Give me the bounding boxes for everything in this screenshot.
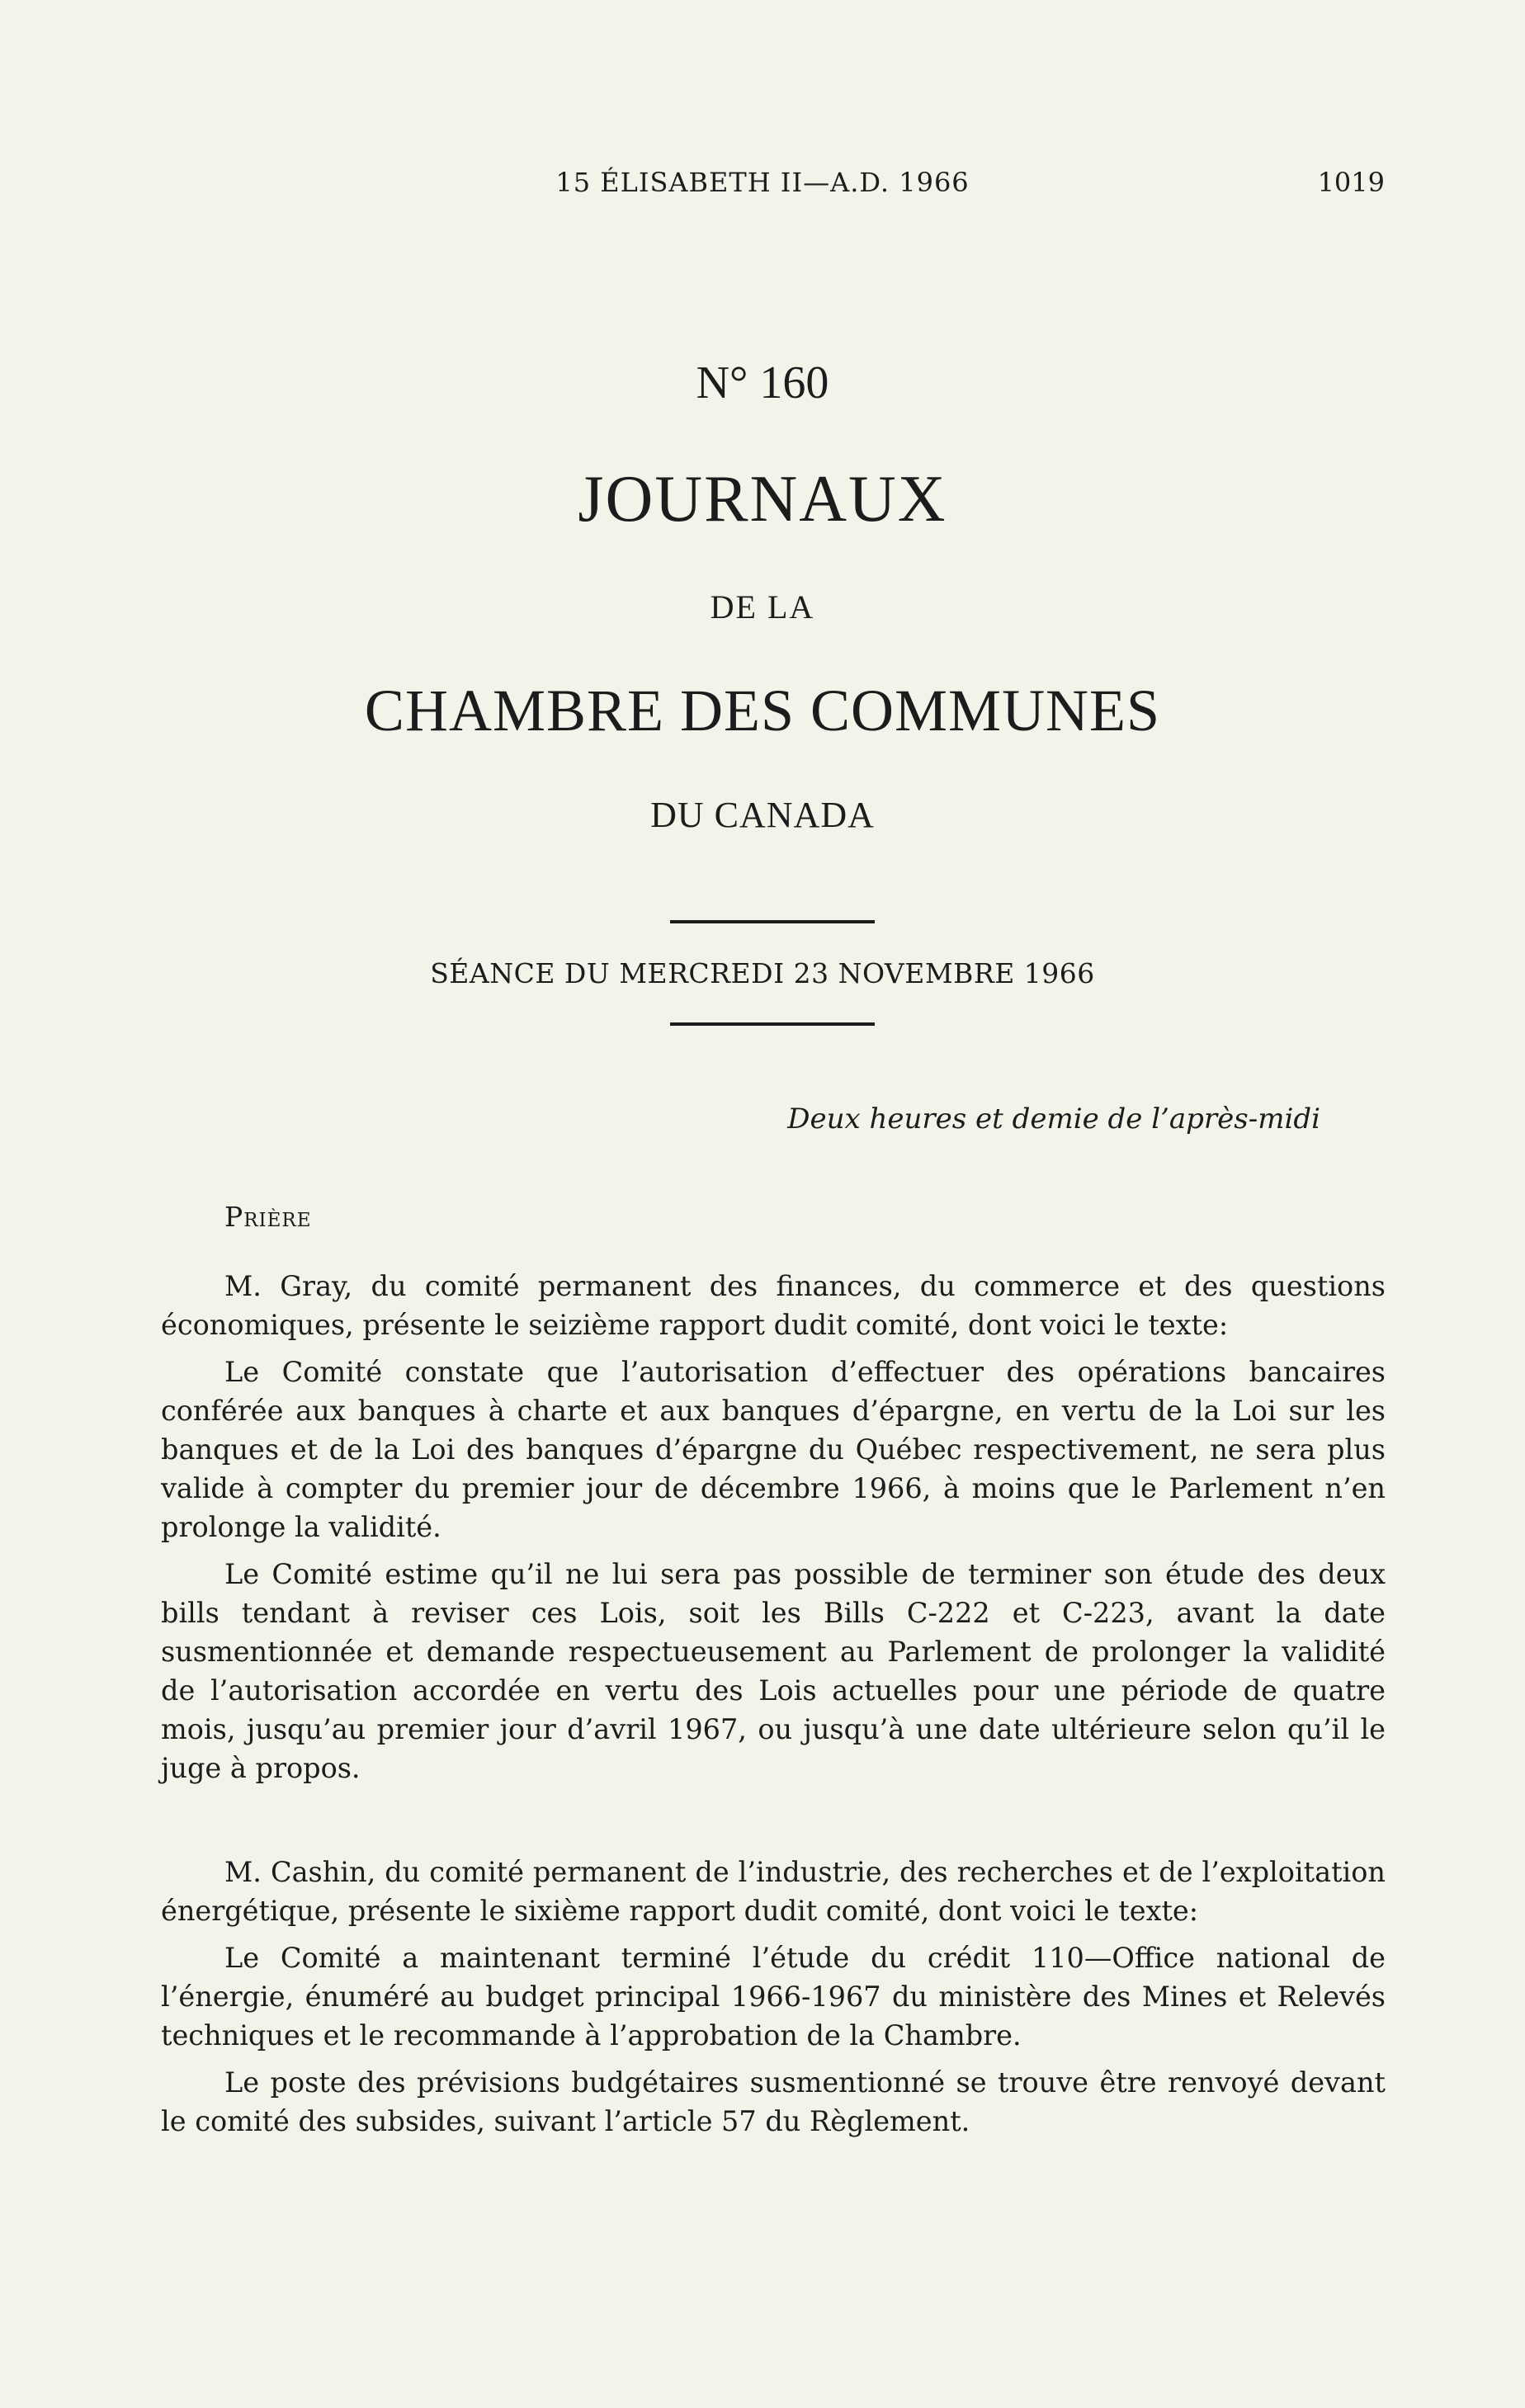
divider-bottom — [670, 1022, 875, 1026]
paragraph: M. Cashin, du comité permanent de l’industrie, des recherches et de l’exploitation énergétique, présente le sixième rapport dudit comité, dont voici le texte: — [161, 1856, 1386, 1927]
session-date: SÉANCE DU MERCREDI 23 NOVEMBRE 1966 — [430, 957, 1095, 989]
issue-number: N° 160 — [696, 357, 829, 408]
paragraph: Le Comité a maintenant terminé l’étude du crédit 110—Office national de l’énergie, énuméré au budget principal 1966-1967 du ministère des Mines et Relevés techniques et le recommande à l’approbation de la Chambre. — [161, 1942, 1386, 2052]
running-title: 15 ÉLISABETH II—A.D. 1966 — [555, 167, 970, 198]
page-number: 1019 — [1317, 167, 1385, 198]
country-title: DU CANADA — [650, 795, 875, 835]
section-heading-priere: Prière — [224, 1201, 312, 1233]
report-gray — [161, 1267, 1386, 1796]
paragraph: Le poste des prévisions budgétaires susmentionné se trouve être renvoyé devant le comité des subsides, suivant l’article 57 du Règlement. — [161, 2066, 1386, 2137]
paragraph: Le Comité estime qu’il ne lui sera pas possible de terminer son étude des deux bills tendant à reviser ces Lois, soit les Bills C-222 et C-223, avant la date susmentionnée et demande respectueusement au Parlement de prolonger la validité de l’autorisation accordée en vertu des Lois actuelles pour une période de quatre mois, jusqu’au premier jour d’avril 1967, ou jusqu’à une date ultérieure selon qu’il le juge à propos. — [161, 1558, 1386, 1784]
report-cashin — [161, 1853, 1386, 2149]
session-time: Deux heures et demie de l’après-midi — [787, 1102, 1320, 1136]
paragraph: M. Gray, du comité permanent des finances, du commerce et des questions économiques, présente le seizième rapport dudit comité, dont voici le texte: — [161, 1270, 1386, 1341]
chamber-title: CHAMBRE DES COMMUNES — [364, 678, 1161, 744]
divider-top — [670, 920, 875, 923]
title-de-la: DE LA — [710, 588, 815, 626]
paragraph: Le Comité constate que l’autorisation d’effectuer des opérations bancaires conférée aux banques à charte et aux banques d’épargne, en vertu de la Loi sur les banques et de la Loi des banques d’épargne du Québec respectivement, ne sera plus valide à compter du premier jour de décembre 1966, à moins que le Parlement n’en prolonge la validité. — [161, 1356, 1386, 1543]
journal-title: JOURNAUX — [578, 463, 947, 536]
